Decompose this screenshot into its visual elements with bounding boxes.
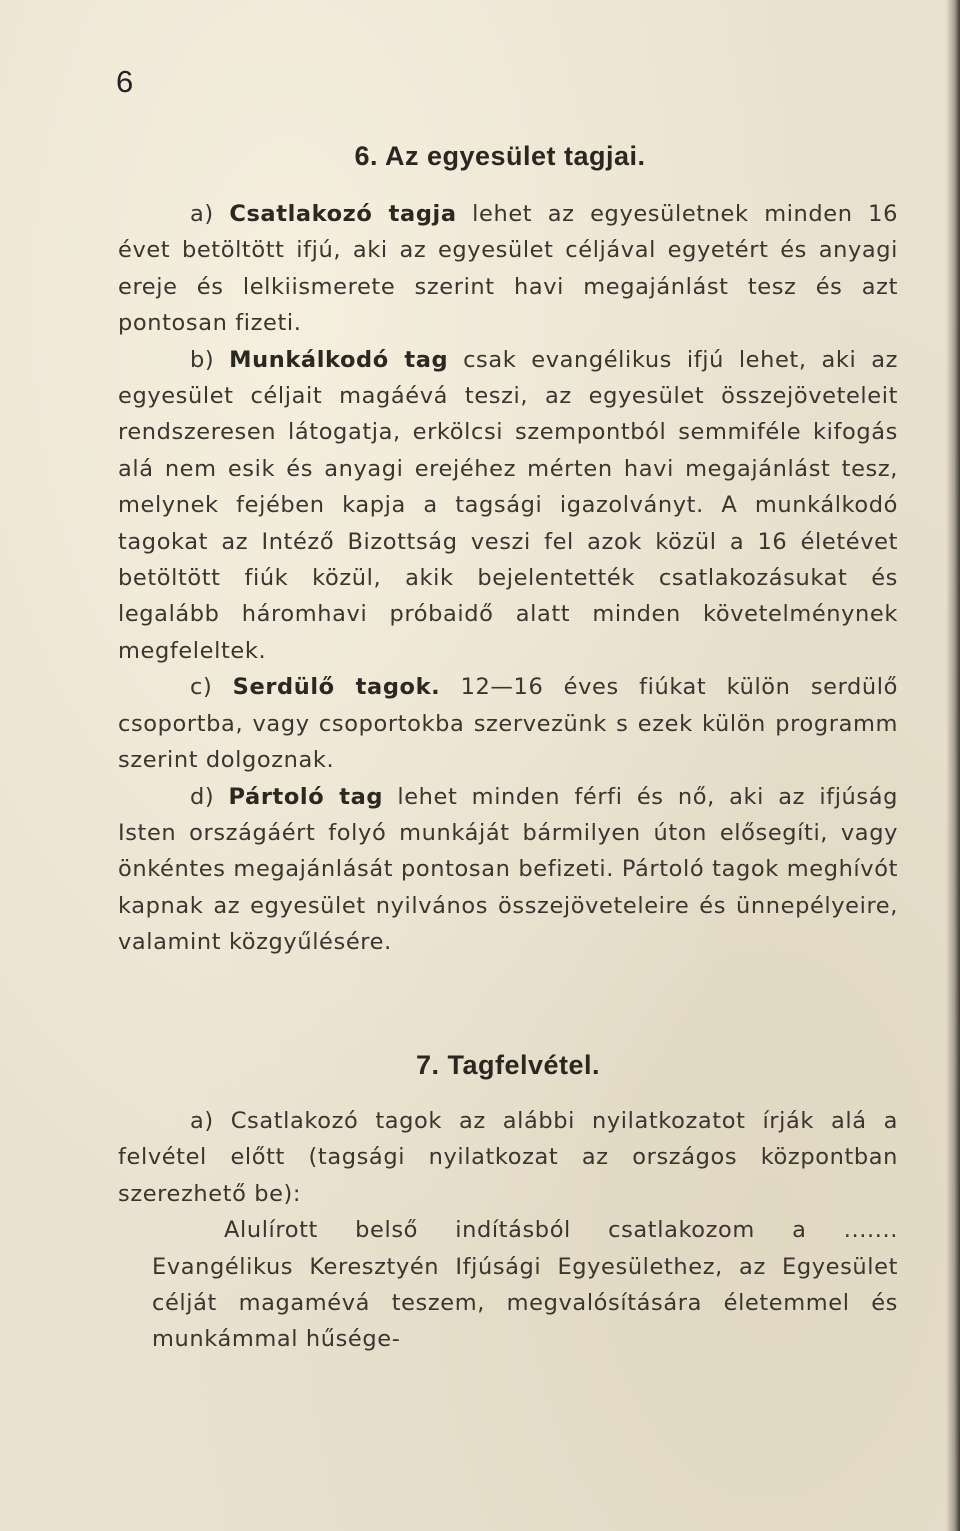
paragraph-prefix: b): [190, 346, 230, 373]
section-6-heading: 6. Az egyesület tagjai.: [354, 141, 646, 171]
paragraph-d: [118, 779, 898, 961]
paragraph-text: lehet minden férfi és nő, aki az ifjúság Isten országáért folyó munkáját bármilyen úton elősegíti, vagy önkéntes megajánlását pontosan befizeti. Pártoló tagok meghívót kapnak az egyesület nyilvános összejöveteleire és ünnepélyeire, valamint közgyűlésére.: [118, 783, 899, 956]
section-6-body: [118, 196, 898, 961]
paragraph-text: lehet az egyesületnek minden 16 évet betöltött ifjú, aki az egyesület céljával egyetért és anyagi ereje és lelkiismerete szerint havi megajánlást tesz és azt pontosan fizeti.: [118, 201, 898, 337]
paragraph-c: [118, 669, 898, 778]
section-7-heading: 7. Tagfelvétel.: [415, 1050, 601, 1080]
paragraph-intro: a) Csatlakozó tagok az alábbi nyilatkozatot írják alá a felvétel előtt (tagsági nyilatkozat az országos központban szerezhető be):: [118, 1108, 898, 1207]
paragraph-b: [118, 342, 898, 670]
page-number: 6: [116, 64, 134, 99]
paragraph-prefix: d): [190, 783, 229, 810]
term-bold: Pártoló tag: [228, 783, 384, 810]
section-7-body: [118, 1103, 898, 1358]
term-bold: Munkálkodó tag: [229, 346, 449, 373]
declaration-text: Alulírott belső indításból csatlakozom a ....... Evangélikus Keresztyén Ifjúsági Egyesülethez, az Egyesület célját magamévá teszem, megvalósítására életemmel és munkámmal hűsége-: [152, 1217, 898, 1353]
paragraph-text: csak evangélikus ifjú lehet, aki az egyesület céljait magáévá teszi, az egyesület összejöveteleit rendszeresen látogatja, erkölcsi szempontból semmiféle kifogás alá nem esik és anyagi erejéhez mérten havi megajánlást tesz, melynek fejében kapja a tagsági igazolványt. A munkálkodó tagokat az Intéző Bizottság veszi fel azok közül a 16 életévet betöltött fiúk közül, akik bejelentették csatlakozásukat és legalább háromhavi próbaidő alatt minden követelménynek megfeleltek.: [118, 346, 898, 664]
paragraph-a: [118, 196, 898, 342]
term-bold: Csatlakozó tagja: [229, 201, 457, 227]
page-edge-shadow: [946, 0, 960, 1531]
paragraph-prefix: c): [190, 674, 233, 701]
term-bold: Serdülő tagok.: [232, 674, 441, 701]
paragraph-text: 12—16 éves fiúkat külön serdülő csoportba, vagy csoportokba szervezünk s ezek külön programm szerint dolgoznak.: [118, 674, 899, 774]
paragraph-prefix: a): [190, 201, 230, 227]
